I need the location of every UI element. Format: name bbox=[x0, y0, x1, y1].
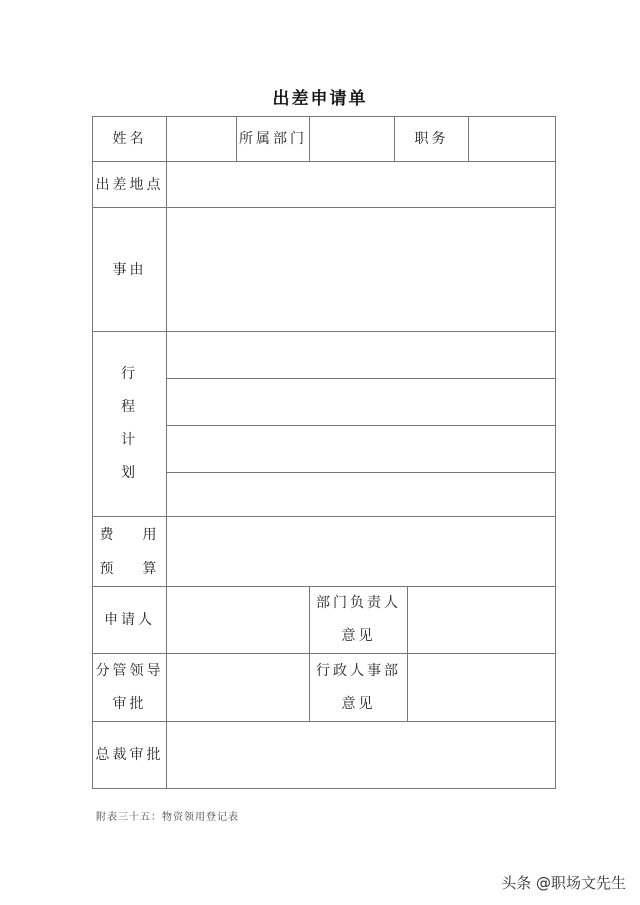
label-reason: 事由 bbox=[92, 207, 167, 332]
department-field[interactable] bbox=[309, 116, 395, 162]
dept-head-opinion-field[interactable] bbox=[407, 586, 556, 654]
label-itinerary bbox=[92, 331, 167, 517]
label-name: 姓名 bbox=[92, 116, 167, 162]
watermark: 头条 @职场文先生 bbox=[501, 874, 626, 892]
budget-char: 用 bbox=[142, 526, 160, 543]
itinerary-char: 划 bbox=[121, 465, 138, 481]
hr-admin-line: 行政人事部 bbox=[316, 662, 401, 679]
itinerary-row-4[interactable] bbox=[166, 472, 556, 517]
label-ceo: 总裁审批 bbox=[92, 721, 167, 789]
budget-char: 费 bbox=[99, 526, 117, 543]
itinerary-row-1[interactable] bbox=[166, 331, 556, 379]
ceo-approval-field[interactable] bbox=[166, 721, 556, 789]
dept-head-line: 部门负责人 bbox=[316, 595, 401, 611]
label-destination: 出差地点 bbox=[92, 161, 167, 208]
budget-char: 预 bbox=[99, 560, 117, 577]
reason-field[interactable] bbox=[166, 207, 556, 332]
budget-char: 算 bbox=[142, 560, 160, 577]
position-field[interactable] bbox=[468, 116, 556, 162]
budget-field[interactable] bbox=[166, 516, 556, 587]
label-applicant: 申请人 bbox=[92, 586, 167, 654]
form-title: 出差申请单 bbox=[272, 89, 368, 109]
label-dept-head bbox=[309, 586, 408, 654]
itinerary-char: 行 bbox=[121, 366, 138, 382]
label-position: 职务 bbox=[394, 116, 469, 162]
label-supervisor bbox=[92, 653, 167, 722]
supervisor-line: 分管领导 bbox=[95, 662, 164, 679]
label-budget bbox=[92, 516, 167, 587]
itinerary-char: 程 bbox=[121, 399, 138, 415]
footnote: 附表三十五：物资领用登记表 bbox=[96, 812, 239, 823]
label-department: 所属部门 bbox=[236, 116, 310, 162]
hr-admin-line: 意见 bbox=[341, 695, 376, 712]
dept-head-line: 意见 bbox=[341, 628, 376, 644]
label-hr-admin bbox=[309, 653, 408, 722]
supervisor-line: 审批 bbox=[112, 695, 147, 712]
hr-admin-opinion-field[interactable] bbox=[407, 653, 556, 722]
supervisor-approval-field[interactable] bbox=[166, 653, 310, 722]
itinerary-char: 计 bbox=[121, 432, 138, 448]
itinerary-row-2[interactable] bbox=[166, 378, 556, 426]
applicant-field[interactable] bbox=[166, 586, 310, 654]
itinerary-row-3[interactable] bbox=[166, 425, 556, 473]
name-field[interactable] bbox=[166, 116, 237, 162]
destination-field[interactable] bbox=[166, 161, 556, 208]
